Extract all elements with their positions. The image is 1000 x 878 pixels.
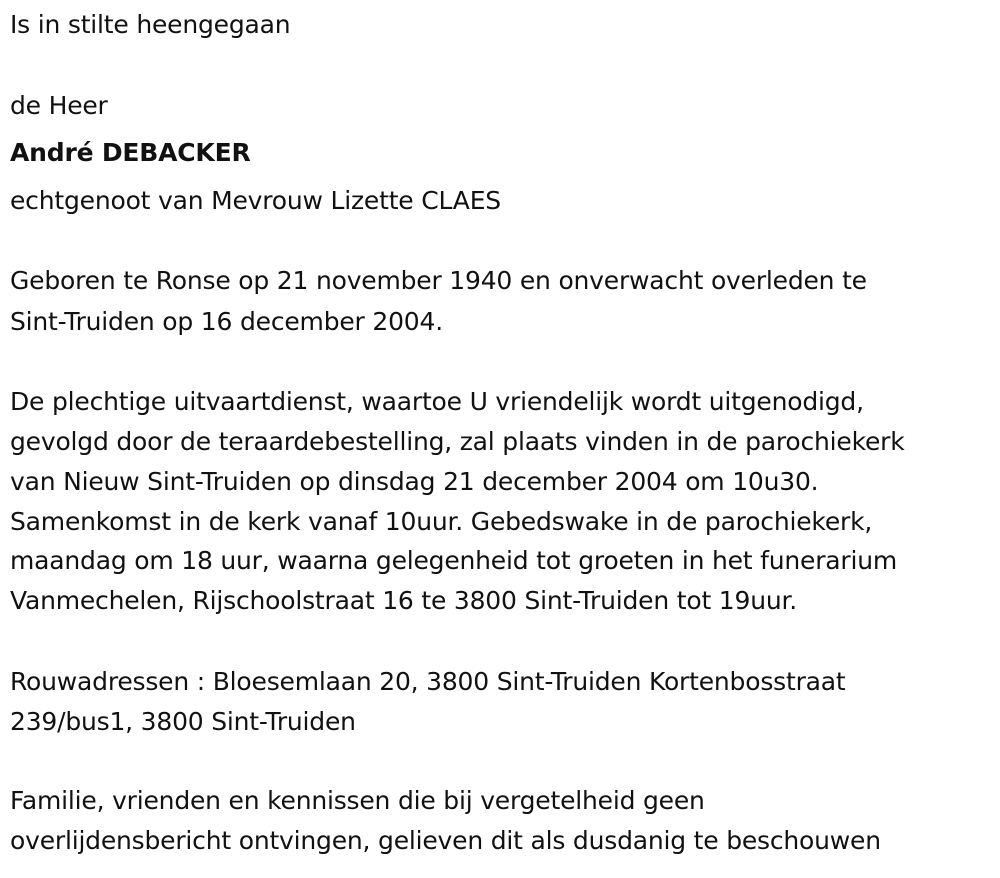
closing-line-2: overlijdensbericht ontvingen, gelieven dit als dusdanig te beschouwen bbox=[10, 826, 881, 855]
birth-death-line-2: Sint-Truiden op 16 december 2004. bbox=[10, 307, 443, 336]
intro-text: Is in stilte heengegaan bbox=[10, 10, 291, 39]
service-line-6: Vanmechelen, Rijschoolstraat 16 te 3800 Sint-Truiden tot 19uur. bbox=[10, 586, 798, 615]
service-line-3: van Nieuw Sint-Truiden op dinsdag 21 december 2004 om 10u30. bbox=[10, 467, 819, 496]
service-line-4: Samenkomst in de kerk vanaf 10uur. Gebedswake in de parochiekerk, bbox=[10, 507, 873, 536]
address-line-2: 239/bus1, 3800 Sint-Truiden bbox=[10, 707, 356, 736]
deceased-name: André DEBACKER bbox=[10, 138, 251, 167]
spouse-line: echtgenoot van Mevrouw Lizette CLAES bbox=[10, 186, 501, 215]
honorific: de Heer bbox=[10, 91, 108, 120]
closing-line-1: Familie, vrienden en kennissen die bij vergetelheid geen bbox=[10, 786, 705, 815]
service-line-5: maandag om 18 uur, waarna gelegenheid tot groeten in het funerarium bbox=[10, 546, 898, 575]
address-line-1: Rouwadressen : Bloesemlaan 20, 3800 Sint-Truiden Kortenbosstraat bbox=[10, 667, 846, 696]
birth-death-line-1: Geboren te Ronse op 21 november 1940 en onverwacht overleden te bbox=[10, 266, 867, 295]
service-line-1: De plechtige uitvaartdienst, waartoe U vriendelijk wordt uitgenodigd, bbox=[10, 387, 864, 416]
service-line-2: gevolgd door de teraardebestelling, zal plaats vinden in de parochiekerk bbox=[10, 427, 905, 456]
